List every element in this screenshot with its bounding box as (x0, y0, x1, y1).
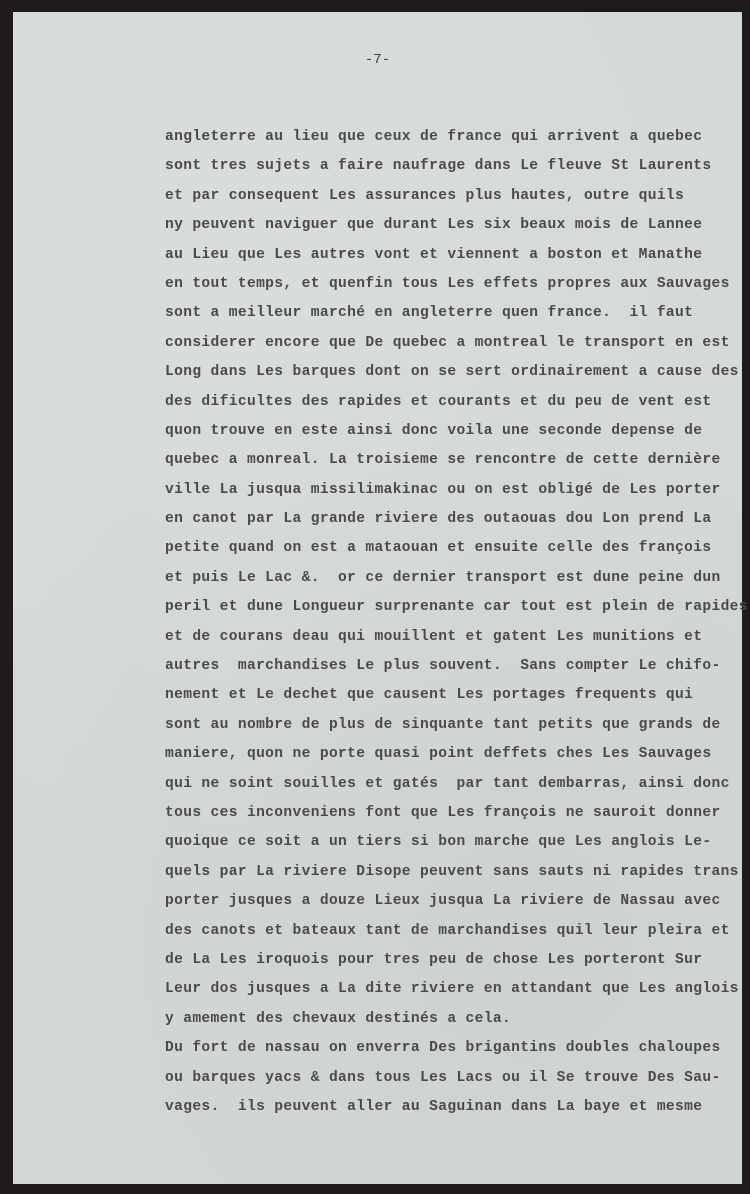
text-line: sont a meilleur marché en angleterre quen france. il faut (165, 305, 694, 322)
text-line: quebec a monreal. La troisieme se rencontre de cette dernière (165, 452, 721, 469)
text-line: et par consequent Les assurances plus hautes, outre quils (165, 187, 685, 204)
typewritten-text-body (165, 127, 748, 1126)
document-page (13, 12, 748, 1184)
text-line: ville La jusqua missilimakinac ou on est obligé de Les porter (165, 481, 721, 498)
text-line: et puis Le Lac &. or ce dernier transport est dune peine dun (165, 569, 721, 586)
text-line: Long dans Les barques dont on se sert ordinairement a cause des (165, 364, 739, 381)
text-line: peril et dune Longueur surprenante car tout est plein de rapides (165, 599, 748, 616)
text-line: des canots et bateaux tant de marchandises quil leur pleira et (165, 922, 730, 939)
text-line: petite quand on est a mataouan et ensuite celle des françois (165, 540, 712, 557)
text-line: de La Les iroquois pour tres peu de chose Les porteront Sur (165, 951, 703, 968)
text-line: considerer encore que De quebec a montreal le transport en est (165, 334, 730, 351)
text-line: autres marchandises Le plus souvent. Sans compter Le chifo- (165, 658, 721, 675)
text-line: quels par La riviere Disope peuvent sans sauts ni rapides trans (165, 863, 739, 880)
text-line: maniere, quon ne porte quasi point deffets ches Les Sauvages (165, 746, 712, 763)
text-line: quoique ce soit a un tiers si bon marche que Les anglois Le- (165, 834, 712, 851)
text-line: sont tres sujets a faire naufrage dans Le fleuve St Laurents (165, 158, 712, 175)
text-line: porter jusques a douze Lieux jusqua La riviere de Nassau avec (165, 893, 721, 910)
text-line: qui ne soint souilles et gatés par tant dembarras, ainsi donc (165, 775, 730, 792)
text-line: sont au nombre de plus de sinquante tant petits que grands de (165, 716, 721, 733)
text-line: angleterre au lieu que ceux de france qui arrivent a quebec (165, 129, 703, 145)
text-line: ou barques yacs & dans tous Les Lacs ou il Se trouve Des Sau- (165, 1069, 721, 1086)
text-line: quon trouve en este ainsi donc voila une seconde depense de (165, 422, 703, 439)
text-line: Du fort de nassau on enverra Des brigantins doubles chaloupes (165, 1040, 721, 1057)
text-line: Leur dos jusques a La dite riviere en attandant que Les anglois (165, 981, 739, 998)
text-line: tous ces inconveniens font que Les françois ne sauroit donner (165, 804, 721, 821)
text-line: ny peuvent naviguer que durant Les six beaux mois de Lannee (165, 217, 703, 234)
page-number: -7- (364, 52, 391, 68)
text-line: y amement des chevaux destinés a cela. (165, 1010, 512, 1027)
text-line: en tout temps, et quenfin tous Les effets propres aux Sauvages (165, 275, 730, 292)
text-line: et de courans deau qui mouillent et gatent Les munitions et (165, 628, 703, 645)
text-line: en canot par La grande riviere des outaouas dou Lon prend La (165, 511, 712, 528)
text-line: au Lieu que Les autres vont et viennent a boston et Manathe (165, 246, 703, 263)
text-line: des dificultes des rapides et courants et du peu de vent est (165, 393, 712, 410)
text-line: vages. ils peuvent aller au Saguinan dans La baye et mesme (165, 1098, 703, 1115)
text-line: nement et Le dechet que causent Les portages frequents qui (165, 687, 694, 704)
